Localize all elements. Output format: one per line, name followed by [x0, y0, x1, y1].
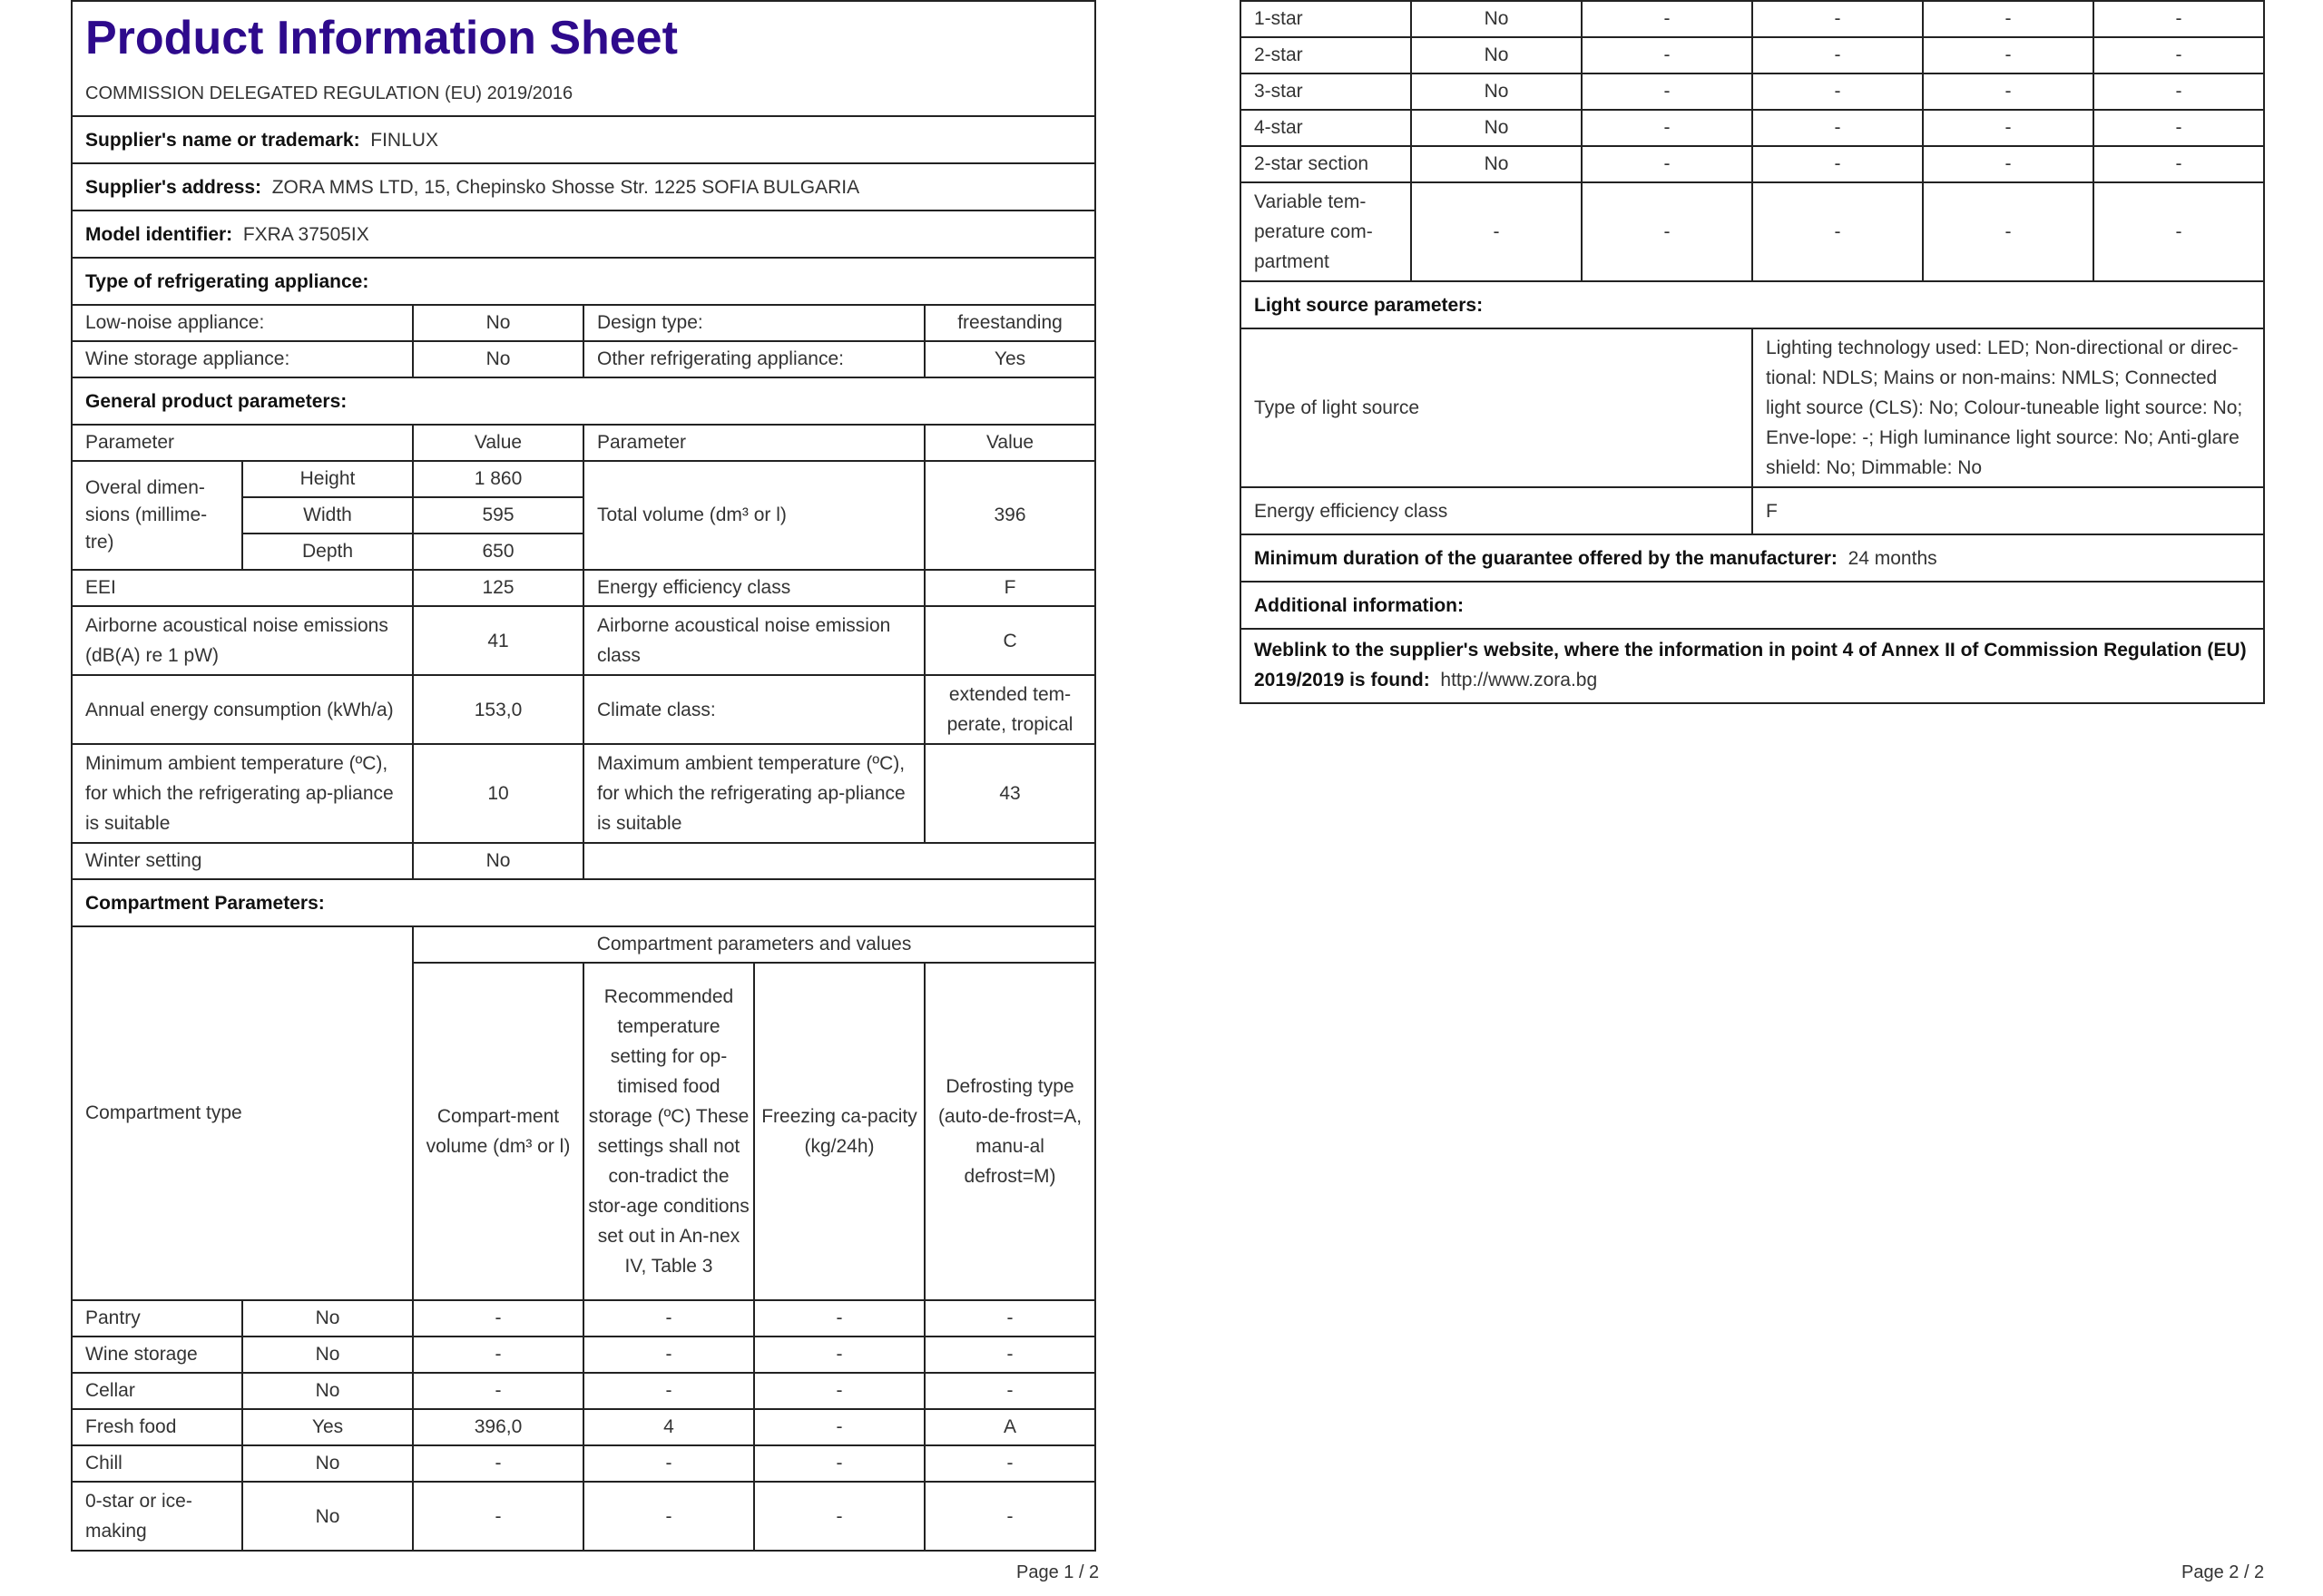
height-value: 1 860: [413, 461, 583, 497]
compartment-present: No: [242, 1445, 413, 1482]
model-identifier-row: [72, 211, 1095, 258]
compartment-row: [72, 1445, 1095, 1482]
supplier-name-label: Supplier's name or trademark:: [85, 129, 360, 151]
general-heading: General product parameters:: [72, 377, 1095, 425]
regulation-reference: COMMISSION DELEGATED REGULATION (EU) 2019/2016: [85, 83, 573, 103]
compartment-defrost: -: [925, 1445, 1095, 1482]
light-source-type-label: Type of light source: [1240, 328, 1752, 487]
page-number-1: Page 1 / 2: [1016, 1562, 1100, 1582]
compartment-name: Pantry: [72, 1300, 242, 1337]
design-type-label: Design type:: [583, 305, 925, 341]
compartment-freezing: -: [1923, 73, 2093, 110]
compartment-temp: -: [1752, 73, 1923, 110]
max-temp-label: Maximum ambient temperature (ºC), for which the refrigerating ap-pliance is suitable: [583, 744, 925, 843]
compartment-row: [72, 1482, 1095, 1551]
compartment-temp: -: [1752, 110, 1923, 146]
annual-energy-value: 153,0: [413, 675, 583, 744]
compartment-defrost: -: [2093, 110, 2264, 146]
winter-setting-label: Winter setting: [72, 843, 413, 879]
value-header-right: Value: [925, 425, 1095, 461]
compartment-volume: -: [1582, 146, 1752, 182]
guarantee-value: 24 months: [1848, 547, 1937, 569]
eei-label: EEI: [72, 570, 413, 606]
total-volume-label: Total volume (dm³ or l): [583, 461, 925, 570]
max-temp-value: 43: [925, 744, 1095, 843]
compartment-name: Wine storage: [72, 1337, 242, 1373]
model-identifier-label: Model identifier:: [85, 223, 233, 245]
compartment-volume: -: [413, 1482, 583, 1551]
compartment-volume: -: [413, 1300, 583, 1337]
compartment-row: [72, 1409, 1095, 1445]
compartment-volume: -: [1582, 110, 1752, 146]
compartment-freezing: -: [754, 1409, 925, 1445]
additional-info-heading: Additional information:: [1240, 582, 2264, 629]
wine-storage-label: Wine storage appliance:: [72, 341, 413, 377]
page-1: [71, 0, 1094, 1552]
col-temp-header: Recommended temperature setting for op-timised food storage (ºC) These settings shall not con-tradict the stor-age conditions set out in An-nex IV, Table 3: [583, 963, 754, 1300]
supplier-address-label: Supplier's address:: [85, 176, 262, 198]
empty-cell: [583, 843, 1095, 879]
compartment-defrost: -: [925, 1337, 1095, 1373]
min-temp-value: 10: [413, 744, 583, 843]
col-volume-header: Compart-ment volume (dm³ or l): [413, 963, 583, 1300]
weblink-row: [1240, 629, 2264, 703]
energy-class-label: Energy efficiency class: [583, 570, 925, 606]
guarantee-label: Minimum duration of the guarantee offered by the manufacturer:: [1254, 547, 1838, 569]
param-header-right: Parameter: [583, 425, 925, 461]
compartment-temp: -: [1752, 182, 1923, 281]
design-type-value: freestanding: [925, 305, 1095, 341]
compartment-freezing: -: [754, 1445, 925, 1482]
product-sheet-table-continued: [1240, 0, 2265, 704]
other-refrigerating-label: Other refrigerating appliance:: [583, 341, 925, 377]
min-temp-label: Minimum ambient temperature (ºC), for which the refrigerating ap-pliance is suitable: [72, 744, 413, 843]
compartment-freezing: -: [1923, 37, 2093, 73]
compartment-present: -: [1411, 182, 1582, 281]
guarantee-row: [1240, 534, 2264, 582]
value-header-left: Value: [413, 425, 583, 461]
col-freezing-header: Freezing ca-pacity (kg/24h): [754, 963, 925, 1300]
compartment-present: No: [1411, 1, 1582, 37]
compartment-temp: -: [583, 1337, 754, 1373]
compartment-freezing: -: [1923, 1, 2093, 37]
compartment-name: 2-star: [1240, 37, 1411, 73]
title-block: [72, 1, 1095, 116]
compartment-row: [72, 1337, 1095, 1373]
compartment-row: [1240, 110, 2264, 146]
total-volume-value: 396: [925, 461, 1095, 570]
compartment-defrost: -: [2093, 73, 2264, 110]
compartment-present: Yes: [242, 1409, 413, 1445]
compartment-freezing: -: [754, 1337, 925, 1373]
product-sheet-table: [71, 0, 1096, 1552]
compartment-freezing: -: [1923, 146, 2093, 182]
compartment-freezing: -: [1923, 182, 2093, 281]
compartment-volume: -: [1582, 37, 1752, 73]
annual-energy-label: Annual energy consumption (kWh/a): [72, 675, 413, 744]
compartment-row: [1240, 146, 2264, 182]
compartment-name: Cellar: [72, 1373, 242, 1409]
compartment-temp: -: [1752, 1, 1923, 37]
compartment-defrost: -: [925, 1482, 1095, 1551]
other-refrigerating-value: Yes: [925, 341, 1095, 377]
low-noise-label: Low-noise appliance:: [72, 305, 413, 341]
compartment-defrost: -: [925, 1373, 1095, 1409]
weblink-url[interactable]: http://www.zora.bg: [1440, 670, 1598, 690]
param-header-left: Parameter: [72, 425, 413, 461]
compartment-temp: -: [583, 1482, 754, 1551]
page-2: [1240, 0, 2263, 704]
compartment-temp: -: [1752, 37, 1923, 73]
climate-class-value: extended tem-perate, tropical: [925, 675, 1095, 744]
page-title: Product Information Sheet: [85, 11, 678, 64]
compartment-volume: -: [413, 1445, 583, 1482]
light-source-heading: Light source parameters:: [1240, 281, 2264, 328]
compartment-freezing: -: [754, 1300, 925, 1337]
wine-storage-value: No: [413, 341, 583, 377]
depth-value: 650: [413, 534, 583, 570]
energy-class-value: F: [925, 570, 1095, 606]
width-label: Width: [242, 497, 413, 534]
compartment-freezing: -: [754, 1482, 925, 1551]
compartment-row: [1240, 182, 2264, 281]
compartment-present: No: [242, 1300, 413, 1337]
depth-label: Depth: [242, 534, 413, 570]
eei-value: 125: [413, 570, 583, 606]
noise-value: 41: [413, 606, 583, 675]
compartment-heading: Compartment Parameters:: [72, 879, 1095, 926]
type-heading: Type of refrigerating appliance:: [72, 258, 1095, 305]
compartment-volume: -: [1582, 1, 1752, 37]
compartment-defrost: -: [2093, 182, 2264, 281]
dimensions-label: Overal dimen-sions (millime-tre): [72, 461, 242, 570]
compartment-row: [72, 1300, 1095, 1337]
compartment-defrost: -: [2093, 37, 2264, 73]
compartment-name: Variable tem-perature com-partment: [1240, 182, 1411, 281]
supplier-address-row: [72, 163, 1095, 211]
supplier-address-value: ZORA MMS LTD, 15, Chepinsko Shosse Str. 1225 SOFIA BULGARIA: [271, 176, 860, 198]
light-energy-class-value: F: [1752, 487, 2264, 534]
compartment-defrost: A: [925, 1409, 1095, 1445]
climate-class-label: Climate class:: [583, 675, 925, 744]
compartment-volume: -: [1582, 182, 1752, 281]
compartment-name: 0-star or ice-making: [72, 1482, 242, 1551]
compartment-row: [1240, 37, 2264, 73]
compartment-row: [1240, 73, 2264, 110]
supplier-name-row: [72, 116, 1095, 163]
compartment-row: [1240, 1, 2264, 37]
compartment-freezing: -: [1923, 110, 2093, 146]
compartment-present: No: [1411, 37, 1582, 73]
model-identifier-value: FXRA 37505IX: [242, 223, 369, 245]
compartment-temp: -: [583, 1300, 754, 1337]
noise-class-label: Airborne acoustical noise emission class: [583, 606, 925, 675]
compartment-present: No: [1411, 73, 1582, 110]
compartment-defrost: -: [2093, 1, 2264, 37]
width-value: 595: [413, 497, 583, 534]
compartment-type-header: Compartment type: [72, 926, 413, 1300]
compartment-temp: -: [583, 1445, 754, 1482]
compartment-temp: -: [583, 1373, 754, 1409]
compartment-present: No: [242, 1482, 413, 1551]
compartment-name: 2-star section: [1240, 146, 1411, 182]
compartment-name: Chill: [72, 1445, 242, 1482]
compartment-volume: -: [413, 1337, 583, 1373]
supplier-name-value: FINLUX: [370, 129, 438, 151]
noise-class-value: C: [925, 606, 1095, 675]
compartment-temp: -: [1752, 146, 1923, 182]
compartment-volume: -: [1582, 73, 1752, 110]
compartment-name: 3-star: [1240, 73, 1411, 110]
compartment-volume: -: [413, 1373, 583, 1409]
compartment-defrost: -: [925, 1300, 1095, 1337]
compartment-temp: 4: [583, 1409, 754, 1445]
compartment-freezing: -: [754, 1373, 925, 1409]
weblink-label: Weblink to the supplier's website, where the information in point 4 of Annex II of Commission Regulation (EU) 2019/2019 is found:: [1254, 640, 2247, 690]
compartment-present: No: [1411, 146, 1582, 182]
compartment-present: No: [242, 1337, 413, 1373]
compartment-volume: 396,0: [413, 1409, 583, 1445]
compartment-name: 1-star: [1240, 1, 1411, 37]
page-number-2: Page 2 / 2: [2181, 1562, 2265, 1582]
low-noise-value: No: [413, 305, 583, 341]
compartment-present: No: [242, 1373, 413, 1409]
winter-setting-value: No: [413, 843, 583, 879]
compartment-name: 4-star: [1240, 110, 1411, 146]
light-energy-class-label: Energy efficiency class: [1240, 487, 1752, 534]
height-label: Height: [242, 461, 413, 497]
noise-label: Airborne acoustical noise emissions (dB(A) re 1 pW): [72, 606, 413, 675]
compartment-group-header: Compartment parameters and values: [413, 926, 1095, 963]
compartment-defrost: -: [2093, 146, 2264, 182]
compartment-row: [72, 1373, 1095, 1409]
col-defrost-header: Defrosting type (auto-de-frost=A, manu-al defrost=M): [925, 963, 1095, 1300]
compartment-name: Fresh food: [72, 1409, 242, 1445]
compartment-present: No: [1411, 110, 1582, 146]
light-source-type-value: Lighting technology used: LED; Non-directional or direc-tional: NDLS; Mains or non-mains: NMLS; Connected light source (CLS): No; Colour-tuneable light source: No; Enve-lope: -; High luminance light source: No; Anti-glare shield: No; Dimmable: No: [1752, 328, 2264, 487]
